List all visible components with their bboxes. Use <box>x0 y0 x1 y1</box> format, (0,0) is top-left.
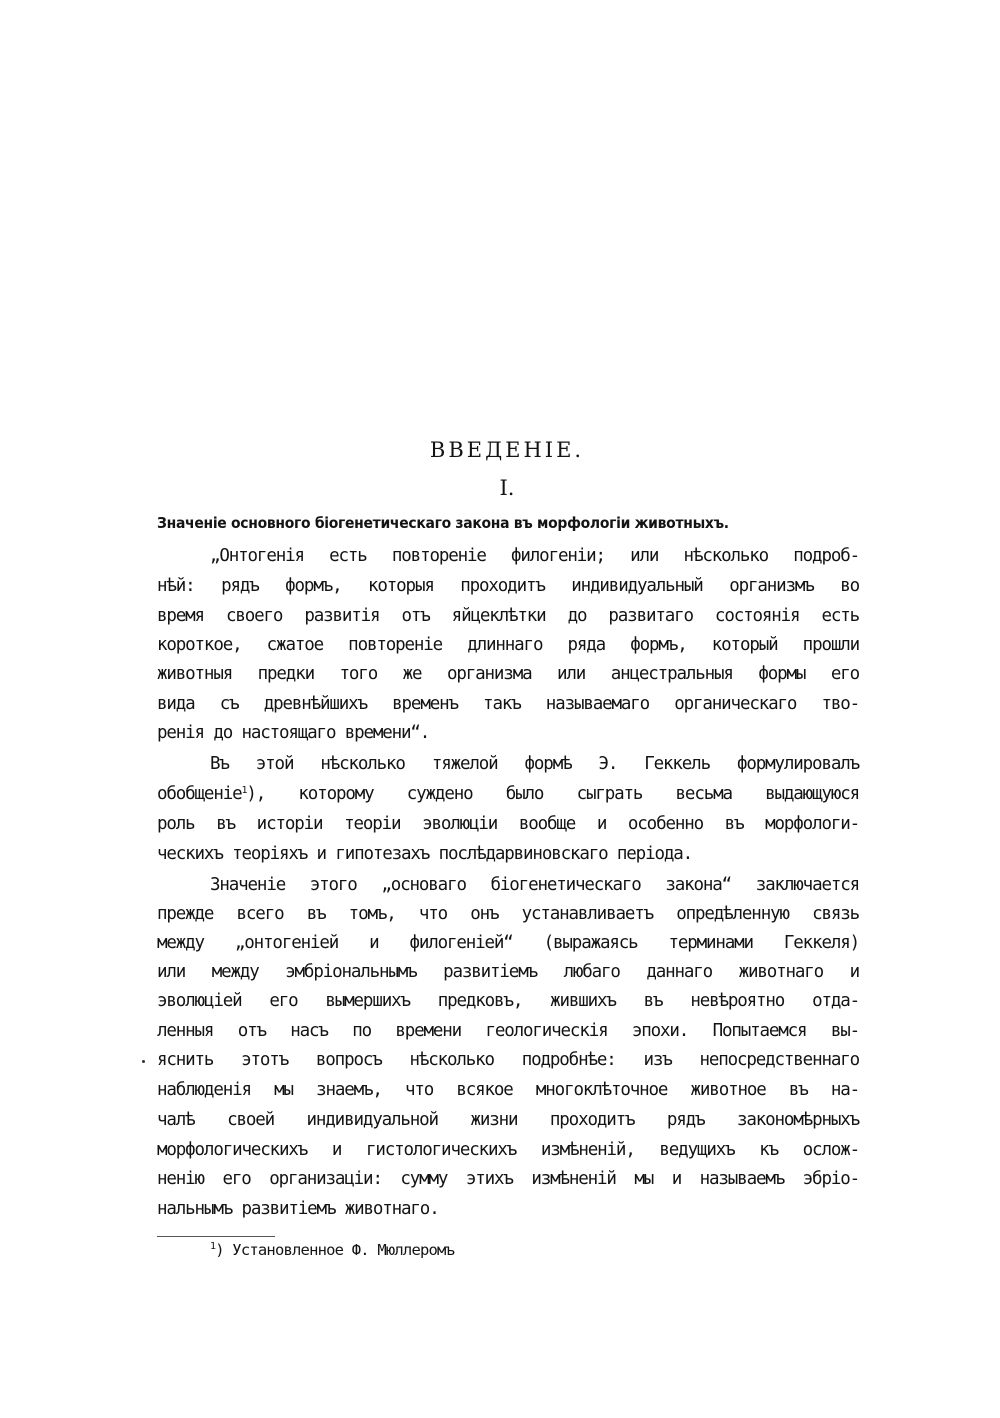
footnote <box>210 1241 454 1259</box>
footnote-reference: 1 <box>241 785 247 796</box>
paragraph-3-line-2: прежде всего въ томъ, что онъ устанавливаетъ опредѣленную связь <box>157 904 859 924</box>
paragraph-3-line-12: нальнымъ развитіемъ животнаго. <box>157 1199 439 1219</box>
paragraph-3-line-10: морфологическихъ и гистологическихъ измѣненій, ведущихъ къ ослож- <box>157 1140 859 1160</box>
paragraph-2-line-4: ческихъ теоріяхъ и гипотезахъ послѣдарвиновскаго періода. <box>157 844 692 864</box>
paragraph-1-line-3: время своего развитія отъ яйцеклѣтки до развитаго состоянія есть <box>157 606 859 626</box>
paragraph-2-line-2-rest: ), которому суждено было сыграть весьма выдающуюся <box>246 784 859 804</box>
paragraph-1-line-2: нѣй: рядъ формъ, которыя проходитъ индивидуальный организмъ во <box>157 576 859 596</box>
page-heading: ВВЕДЕНІЕ. <box>429 438 585 462</box>
paragraph-2-line-2-start: обобщеніе <box>157 784 242 804</box>
paragraph-2-line-2 <box>157 784 859 810</box>
paragraph-1-line-7: ренія до настоящаго времени“. <box>157 723 430 743</box>
paragraph-3-line-3: между „онтогеніей и филогеніей“ (выражаясь терминами Геккеля) <box>157 933 859 953</box>
footnote-divider <box>157 1236 275 1237</box>
footnote-text: ) Установленное Ф. Мюллеромъ <box>215 1241 455 1259</box>
paragraph-3-line-1: Значеніе этого „основаго біогенетическаго закона“ заключается <box>210 875 859 895</box>
print-speck <box>142 1060 145 1063</box>
paragraph-1-line-1: „Онтогенія есть повтореніе филогеніи; или нѣсколько подроб- <box>210 546 859 566</box>
paragraph-3-line-11: ненію его организаціи: сумму этихъ измѣненій мы и называемъ эбріо- <box>157 1169 859 1189</box>
paragraph-3-line-5: эволюціей его вымершихъ предковъ, жившихъ въ невѣроятно отда- <box>157 991 859 1011</box>
chapter-numeral: I. <box>499 476 515 500</box>
paragraph-1-line-5: животныя предки того же организма или анцестральныя формы его <box>157 664 859 684</box>
paragraph-1-line-4: короткое, сжатое повтореніе длиннаго ряда формъ, который прошли <box>157 635 859 655</box>
paragraph-1-line-6: вида съ древнѣйшихъ временъ такъ называемаго органическаго тво- <box>157 694 859 714</box>
paragraph-3-line-6: ленныя отъ насъ по времени геологическія эпохи. Попытаемся вы- <box>157 1021 859 1041</box>
paragraph-3-line-9: чалѣ своей индивидуальной жизни проходитъ рядъ закономѣрныхъ <box>157 1110 859 1130</box>
paragraph-3-line-8: наблюденія мы знаемъ, что всякое многоклѣточное животное въ на- <box>157 1080 859 1100</box>
paragraph-2-line-1: Въ этой нѣсколько тяжелой формѣ Э. Геккель формулировалъ <box>210 754 859 774</box>
footnote-marker: 1 <box>210 1241 216 1252</box>
section-title: Значеніе основного біогенетическаго закона въ морфологіи животныхъ. <box>157 514 729 532</box>
paragraph-3-line-4: или между эмбріональнымъ развитіемъ любаго даннаго животнаго и <box>157 962 859 982</box>
paragraph-3-line-7: яснить этотъ вопросъ нѣсколько подробнѣе: изъ непосредственнаго <box>157 1050 859 1070</box>
paragraph-2-line-3: роль въ исторіи теоріи эволюціи вообще и особенно въ морфологи- <box>157 814 859 834</box>
